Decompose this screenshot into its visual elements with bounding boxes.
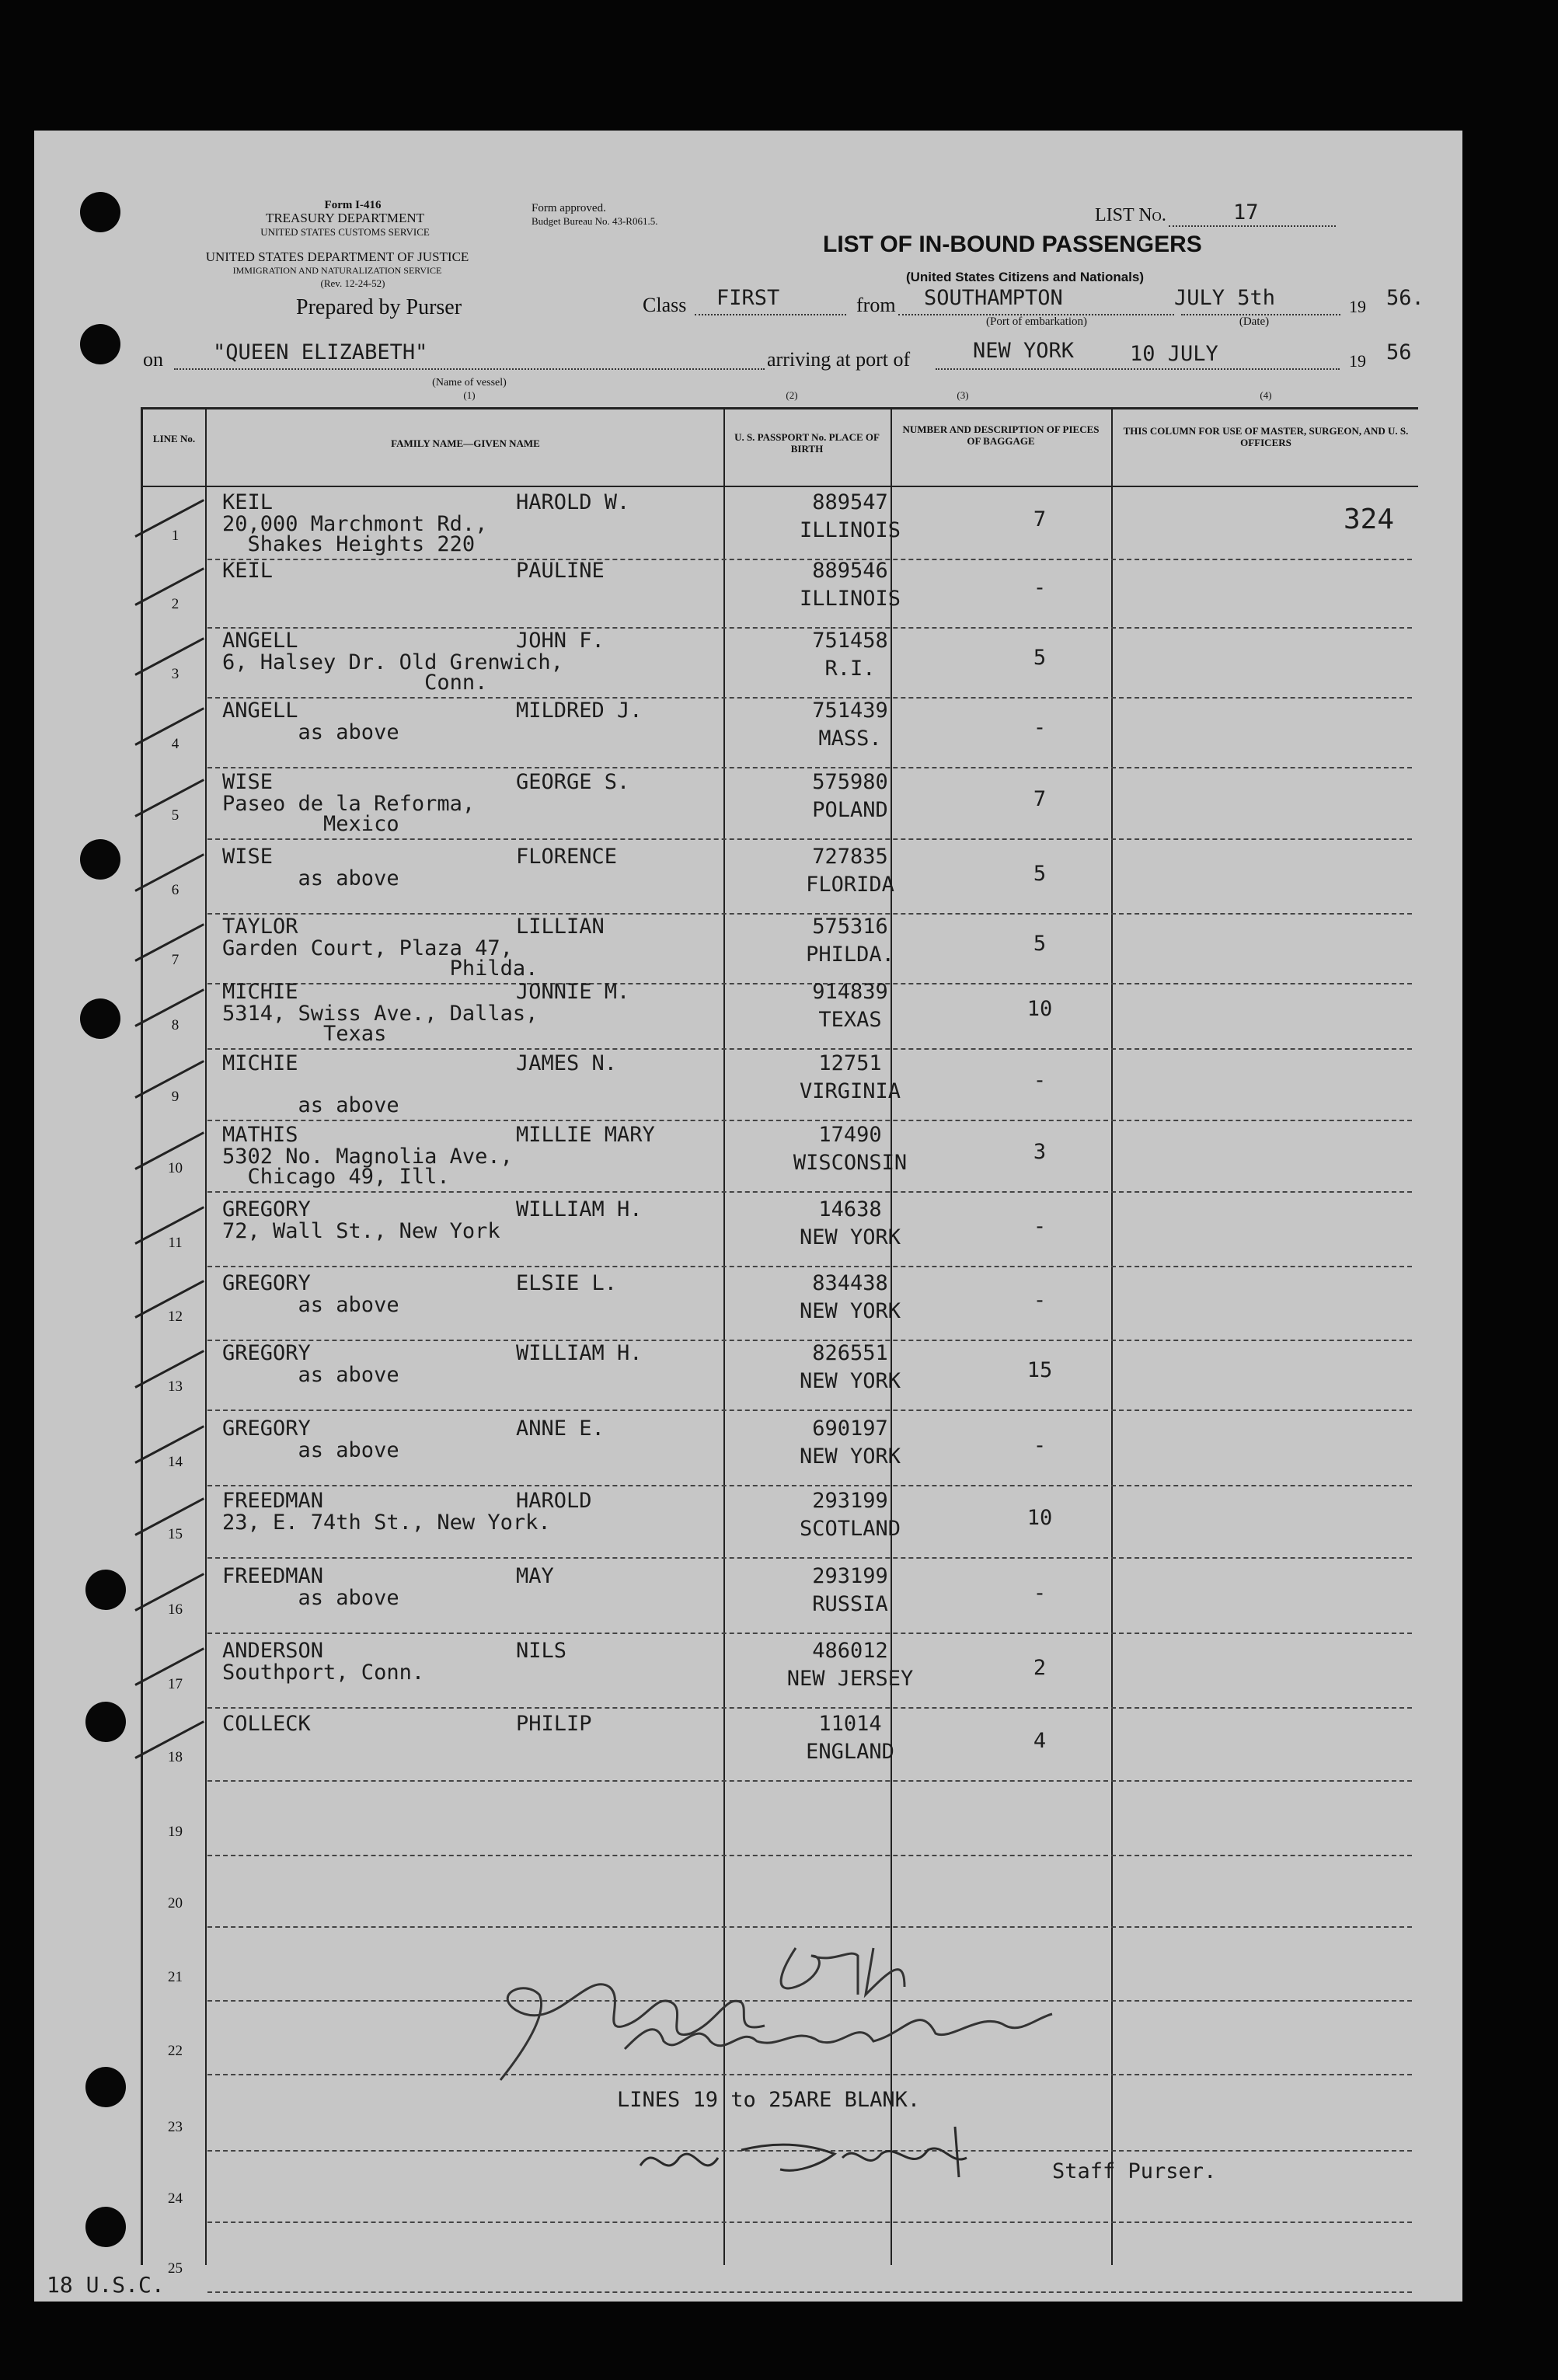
passport-number: 17490 bbox=[818, 1123, 882, 1147]
place-of-birth: NEW YORK bbox=[799, 1225, 901, 1249]
address-line-2: Philda. bbox=[222, 957, 539, 981]
table-row bbox=[143, 1636, 1418, 1707]
customs-service: UNITED STATES CUSTOMS SERVICE bbox=[260, 226, 430, 238]
place-of-birth: NEW YORK bbox=[799, 1369, 901, 1393]
manifest-sheet bbox=[34, 131, 1462, 2302]
passport-number: 826551 bbox=[812, 1341, 888, 1365]
address-line-1: 5302 No. Magnolia Ave., bbox=[222, 1145, 513, 1169]
baggage-count: 2 bbox=[1033, 1656, 1047, 1680]
family-name: WISE bbox=[222, 770, 274, 794]
purser-signature bbox=[633, 2111, 974, 2197]
table-row bbox=[143, 1413, 1418, 1485]
table-row bbox=[143, 1486, 1418, 1557]
document-subtitle: (United States Citizens and Nationals) bbox=[905, 270, 1145, 284]
table-row bbox=[143, 1338, 1418, 1410]
arrival-year: 56 bbox=[1386, 340, 1412, 364]
line-number: 18 bbox=[168, 1749, 183, 1765]
row-divider bbox=[207, 1557, 1412, 1559]
table-row bbox=[143, 487, 1418, 559]
address-line-2: Shakes Heights 220 bbox=[222, 532, 476, 556]
vessel-caption: (Name of vessel) bbox=[432, 377, 507, 389]
on-label: on bbox=[143, 348, 163, 371]
place-of-birth: NEW JERSEY bbox=[786, 1667, 914, 1691]
address-line-1: 20,000 Marchmont Rd., bbox=[222, 512, 488, 536]
family-name: WISE bbox=[222, 845, 274, 869]
table-row bbox=[143, 842, 1418, 913]
arriving-label: arriving at port of bbox=[767, 348, 911, 371]
col-2-marker: (2) bbox=[786, 389, 798, 401]
family-name: FREEDMAN bbox=[222, 1489, 324, 1513]
table-row bbox=[143, 1783, 1418, 1855]
line-number: 12 bbox=[168, 1308, 183, 1325]
passport-number: 575980 bbox=[812, 770, 888, 794]
blank-lines-note: LINES 19 to 25ARE BLANK. bbox=[617, 2088, 921, 2112]
family-name: ANGELL bbox=[222, 699, 298, 723]
baggage-count: - bbox=[1033, 576, 1047, 600]
year-value: 56. bbox=[1386, 286, 1424, 310]
place-of-birth: POLAND bbox=[812, 798, 888, 822]
given-name: FLORENCE bbox=[516, 845, 618, 869]
binder-hole bbox=[80, 324, 120, 364]
place-of-birth: SCOTLAND bbox=[799, 1517, 901, 1541]
given-name: NILS bbox=[516, 1639, 567, 1663]
baggage-count: 5 bbox=[1033, 932, 1047, 956]
col-header-passport: U. S. PASSPORT No. PLACE OF BIRTH bbox=[734, 431, 880, 455]
baggage-count: 5 bbox=[1033, 646, 1047, 670]
given-name: WILLIAM H. bbox=[516, 1197, 643, 1221]
binder-hole bbox=[85, 2207, 126, 2247]
family-name: MATHIS bbox=[222, 1123, 298, 1147]
family-name: ANGELL bbox=[222, 629, 298, 653]
given-name: ANNE E. bbox=[516, 1417, 605, 1441]
place-of-birth: VIRGINIA bbox=[799, 1079, 901, 1103]
list-no-label: LIST No. bbox=[1095, 205, 1166, 225]
passport-number: 889547 bbox=[812, 490, 888, 514]
address-line-1: 5314, Swiss Ave., Dallas, bbox=[222, 1002, 539, 1026]
line-number: 3 bbox=[171, 666, 180, 682]
passport-number: 690197 bbox=[812, 1417, 888, 1441]
table-row bbox=[143, 2220, 1418, 2291]
col-4-marker: (4) bbox=[1260, 389, 1272, 401]
table-row bbox=[143, 1709, 1418, 1780]
line-number: 25 bbox=[168, 2260, 183, 2277]
ins-service: IMMIGRATION AND NATURALIZATION SERVICE bbox=[232, 265, 442, 276]
given-name: JONNIE M. bbox=[516, 980, 630, 1004]
baggage-count: - bbox=[1033, 1288, 1047, 1312]
address-line-2: Texas bbox=[222, 1022, 387, 1046]
table-row bbox=[143, 1855, 1418, 1926]
place-of-birth: ILLINOIS bbox=[799, 587, 901, 611]
table-row bbox=[143, 1120, 1418, 1191]
arrival-year-prefix: 19 bbox=[1349, 351, 1366, 371]
vessel-name: "QUEEN ELIZABETH" bbox=[213, 340, 428, 364]
footer-stamp: 18 U.S.C. bbox=[47, 2272, 165, 2298]
inspector-signature bbox=[469, 1925, 1060, 2096]
baggage-count: - bbox=[1033, 1068, 1047, 1092]
address-line-1: as above bbox=[222, 720, 399, 744]
passport-number: 14638 bbox=[818, 1197, 882, 1221]
table-row bbox=[143, 1194, 1418, 1266]
line-number: 14 bbox=[168, 1454, 183, 1470]
given-name: HAROLD W. bbox=[516, 490, 630, 514]
side-number: 324 bbox=[1344, 504, 1395, 535]
place-of-birth: MASS. bbox=[818, 727, 882, 751]
family-name: MICHIE bbox=[222, 1051, 298, 1075]
baggage-count: - bbox=[1033, 716, 1047, 740]
address-line-1: Garden Court, Plaza 47, bbox=[222, 936, 513, 960]
address-line-1: as above bbox=[222, 1363, 399, 1387]
line-number: 20 bbox=[168, 1895, 183, 1911]
given-name: JOHN F. bbox=[516, 629, 605, 653]
table-row bbox=[143, 1048, 1418, 1120]
family-name: KEIL bbox=[222, 490, 274, 514]
baggage-count: 7 bbox=[1033, 507, 1047, 531]
given-name: HAROLD bbox=[516, 1489, 592, 1513]
passport-number: 889546 bbox=[812, 559, 888, 583]
address-line-1: as above bbox=[222, 1293, 399, 1317]
line-number: 2 bbox=[171, 596, 180, 612]
address-line-1: Southport, Conn. bbox=[222, 1660, 425, 1685]
col-header-name: FAMILY NAME—GIVEN NAME bbox=[391, 437, 540, 449]
given-name: MILDRED J. bbox=[516, 699, 643, 723]
place-of-birth: R.I. bbox=[824, 657, 876, 681]
row-divider bbox=[207, 2291, 1412, 2293]
col-1-marker: (1) bbox=[463, 389, 476, 401]
table-row bbox=[143, 556, 1418, 627]
row-divider bbox=[207, 838, 1412, 840]
line-number: 24 bbox=[168, 2190, 183, 2207]
family-name: MICHIE bbox=[222, 980, 298, 1004]
given-name: ELSIE L. bbox=[516, 1271, 618, 1295]
class-value: FIRST bbox=[716, 286, 780, 310]
line-number: 1 bbox=[171, 528, 180, 544]
baggage-count: 10 bbox=[1026, 1506, 1053, 1530]
embarkation-date: JULY 5th bbox=[1174, 286, 1276, 310]
justice-dept: UNITED STATES DEPARTMENT OF JUSTICE bbox=[205, 249, 469, 264]
family-name: ANDERSON bbox=[222, 1639, 324, 1663]
col-header-baggage: NUMBER AND DESCRIPTION OF PIECES OF BAGGAGE bbox=[902, 423, 1100, 447]
family-name: FREEDMAN bbox=[222, 1564, 324, 1588]
binder-hole bbox=[85, 1570, 126, 1610]
line-number: 10 bbox=[168, 1160, 183, 1176]
year-prefix: 19 bbox=[1349, 297, 1366, 316]
table-row bbox=[143, 1268, 1418, 1340]
binder-hole bbox=[80, 998, 120, 1039]
given-name: PHILIP bbox=[516, 1712, 592, 1736]
row-divider bbox=[207, 1266, 1412, 1267]
passport-number: 12751 bbox=[818, 1051, 882, 1075]
place-of-birth: FLORIDA bbox=[806, 873, 894, 897]
given-name: LILLIAN bbox=[516, 915, 605, 939]
row-divider bbox=[207, 1191, 1412, 1193]
passport-number: 727835 bbox=[812, 845, 888, 869]
place-of-birth: ILLINOIS bbox=[799, 518, 901, 542]
family-name: GREGORY bbox=[222, 1197, 311, 1221]
table-row bbox=[143, 977, 1418, 1048]
from-label: from bbox=[856, 294, 896, 316]
line-number: 21 bbox=[168, 1969, 183, 1985]
family-name: COLLECK bbox=[222, 1712, 311, 1736]
line-number: 16 bbox=[168, 1601, 183, 1618]
binder-hole bbox=[85, 1702, 126, 1742]
binder-hole bbox=[80, 839, 120, 880]
budget-bureau: Budget Bureau No. 43-R061.5. bbox=[532, 215, 658, 227]
row-divider bbox=[207, 1410, 1412, 1411]
date-caption: (Date) bbox=[1239, 315, 1270, 328]
given-name: GEORGE S. bbox=[516, 770, 630, 794]
place-of-birth: TEXAS bbox=[818, 1008, 882, 1032]
given-name: MILLIE MARY bbox=[516, 1123, 655, 1147]
address-line-1: Paseo de la Reforma, bbox=[222, 792, 476, 816]
family-name: KEIL bbox=[222, 559, 274, 583]
family-name: GREGORY bbox=[222, 1271, 311, 1295]
given-name: WILLIAM H. bbox=[516, 1341, 643, 1365]
col-header-line: LINE No. bbox=[152, 433, 196, 444]
place-of-birth: RUSSIA bbox=[812, 1592, 888, 1616]
binder-hole bbox=[85, 2067, 126, 2107]
row-divider bbox=[207, 1780, 1412, 1782]
place-of-birth: NEW YORK bbox=[799, 1444, 901, 1469]
passport-number: 293199 bbox=[812, 1489, 888, 1513]
table-row bbox=[143, 1561, 1418, 1633]
table-row bbox=[143, 695, 1418, 767]
table-row bbox=[143, 625, 1418, 697]
address-line-2: Conn. bbox=[222, 671, 488, 695]
line-number: 13 bbox=[168, 1378, 183, 1395]
given-name: MAY bbox=[516, 1564, 554, 1588]
baggage-count: - bbox=[1033, 1581, 1047, 1605]
baggage-count: 7 bbox=[1033, 787, 1047, 811]
baggage-count: 3 bbox=[1033, 1140, 1047, 1164]
passport-number: 751458 bbox=[812, 629, 888, 653]
address-line-2: Chicago 49, Ill. bbox=[222, 1165, 450, 1189]
treasury-dept: TREASURY DEPARTMENT bbox=[265, 211, 425, 225]
form-revision: (Rev. 12-24-52) bbox=[320, 277, 385, 289]
address-line-1: 72, Wall St., New York bbox=[222, 1219, 500, 1243]
family-name: GREGORY bbox=[222, 1417, 311, 1441]
list-number: 17 bbox=[1233, 200, 1259, 225]
form-approved: Form approved. bbox=[532, 202, 606, 214]
address-line-1: as above bbox=[222, 1586, 399, 1610]
address-line-2: Mexico bbox=[222, 812, 399, 836]
passport-number: 11014 bbox=[818, 1712, 882, 1736]
line-number: 11 bbox=[168, 1235, 183, 1251]
col-3-marker: (3) bbox=[957, 389, 969, 401]
col-header-officers: THIS COLUMN FOR USE OF MASTER, SURGEON, AND U. S. OFFICERS bbox=[1123, 425, 1409, 448]
arrival-date: 10 JULY bbox=[1130, 342, 1218, 366]
family-name: GREGORY bbox=[222, 1341, 311, 1365]
baggage-count: 15 bbox=[1026, 1358, 1053, 1382]
given-name: JAMES N. bbox=[516, 1051, 618, 1075]
row-divider bbox=[207, 1633, 1412, 1634]
passport-number: 834438 bbox=[812, 1271, 888, 1295]
passenger-table bbox=[141, 407, 1418, 2277]
document-title: LIST OF IN-BOUND PASSENGERS bbox=[823, 232, 1202, 257]
line-number: 8 bbox=[171, 1017, 180, 1033]
line-number: 15 bbox=[168, 1526, 183, 1542]
place-of-birth: NEW YORK bbox=[799, 1299, 901, 1323]
passport-number: 751439 bbox=[812, 699, 888, 723]
line-number: 4 bbox=[171, 736, 180, 752]
embarkation-port: SOUTHAMPTON bbox=[924, 286, 1063, 310]
baggage-count: - bbox=[1033, 1434, 1047, 1458]
passport-number: 293199 bbox=[812, 1564, 888, 1588]
line-number: 5 bbox=[171, 807, 180, 824]
line-number: 23 bbox=[168, 2119, 183, 2135]
place-of-birth: WISCONSIN bbox=[793, 1151, 908, 1175]
baggage-count: - bbox=[1033, 1214, 1047, 1239]
baggage-count: 10 bbox=[1026, 997, 1053, 1021]
line-number: 9 bbox=[171, 1089, 180, 1105]
passport-number: 486012 bbox=[812, 1639, 888, 1663]
baggage-count: 4 bbox=[1033, 1729, 1047, 1753]
address-line-1: 23, E. 74th St., New York. bbox=[222, 1511, 551, 1535]
passport-number: 914839 bbox=[812, 980, 888, 1004]
table-row bbox=[143, 911, 1418, 983]
place-of-birth: ENGLAND bbox=[806, 1740, 894, 1764]
passport-number: 575316 bbox=[812, 915, 888, 939]
place-of-birth: PHILDA. bbox=[806, 943, 894, 967]
address-line-2: as above bbox=[222, 1093, 399, 1117]
line-number: 22 bbox=[168, 2043, 183, 2059]
address-line-1: as above bbox=[222, 1438, 399, 1462]
line-number: 19 bbox=[168, 1824, 183, 1840]
prepared-by: Prepared by Purser bbox=[296, 295, 462, 319]
form-number: Form I-416 bbox=[324, 199, 382, 211]
purser-label: Staff Purser. bbox=[1052, 2159, 1217, 2183]
family-name: TAYLOR bbox=[222, 915, 298, 939]
embarkation-caption: (Port of embarkation) bbox=[986, 315, 1087, 328]
line-number: 7 bbox=[171, 952, 180, 968]
binder-hole bbox=[80, 192, 120, 232]
table-row bbox=[143, 767, 1418, 838]
given-name: PAULINE bbox=[516, 559, 605, 583]
address-line-1: 6, Halsey Dr. Old Grenwich, bbox=[222, 650, 563, 674]
class-label: Class bbox=[643, 294, 687, 316]
line-number: 6 bbox=[171, 882, 180, 898]
arrival-port: NEW YORK bbox=[973, 339, 1075, 363]
address-line-1: as above bbox=[222, 866, 399, 890]
baggage-count: 5 bbox=[1033, 862, 1047, 886]
line-number: 17 bbox=[168, 1676, 183, 1692]
